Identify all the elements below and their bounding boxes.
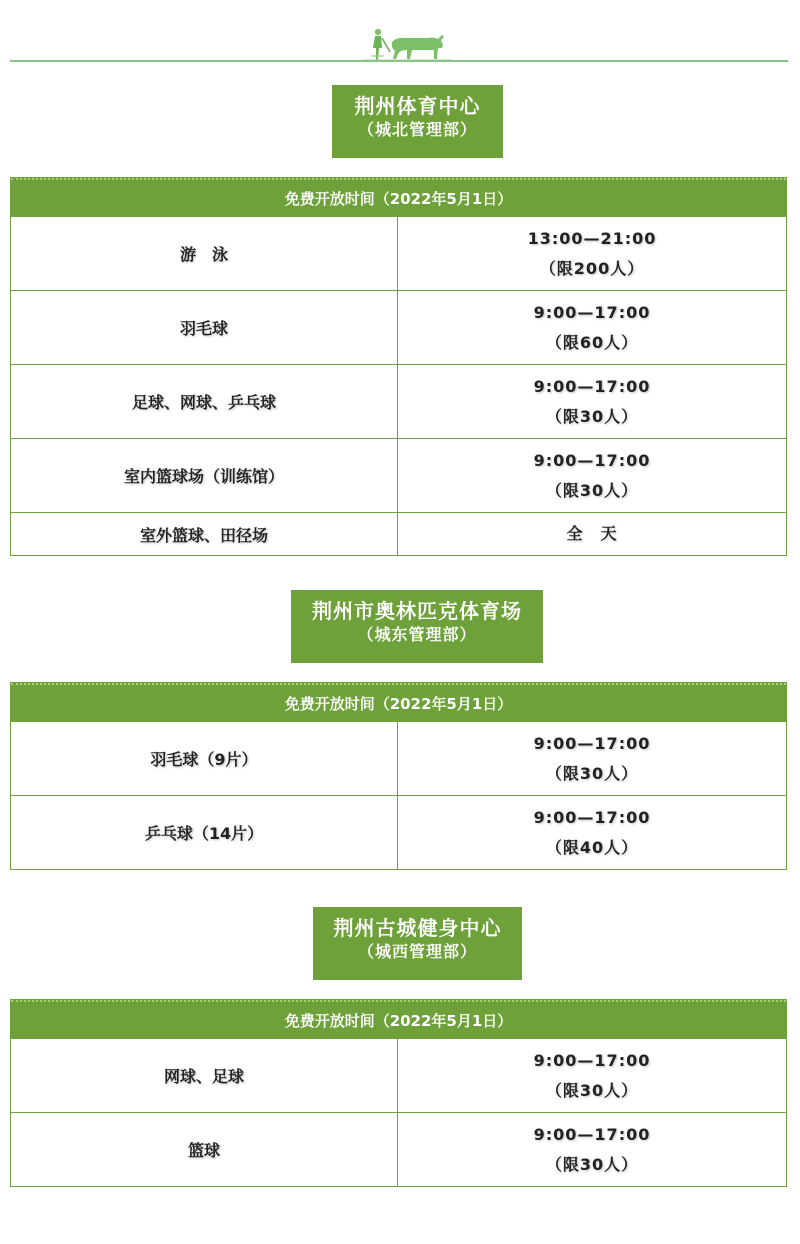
limit-text: （限30人） bbox=[545, 480, 639, 500]
time-text: 9:00—17:00 bbox=[533, 807, 651, 827]
table-row bbox=[11, 290, 786, 364]
schedule-table-2 bbox=[10, 682, 787, 870]
time-text: 9:00—17:00 bbox=[533, 302, 651, 322]
venue-name: 荆州市奥林匹克体育场 bbox=[312, 599, 522, 623]
item-label: 乒乓球（14片） bbox=[144, 824, 264, 843]
limit-text: （限30人） bbox=[545, 1154, 639, 1174]
item-cell bbox=[11, 291, 398, 364]
schedule-table-3 bbox=[10, 999, 787, 1187]
table-header: 免费开放时间（2022年5月1日） bbox=[11, 178, 786, 216]
venue-title-2 bbox=[291, 590, 543, 663]
time-cell bbox=[398, 1113, 786, 1186]
time-text: 9:00—17:00 bbox=[533, 1124, 651, 1144]
limit-text: （限200人） bbox=[539, 258, 645, 278]
item-cell bbox=[11, 722, 398, 795]
venue-dept: （城西管理部） bbox=[357, 942, 477, 961]
item-cell bbox=[11, 365, 398, 438]
item-label: 网球、足球 bbox=[163, 1067, 244, 1086]
time-text: 9:00—17:00 bbox=[533, 450, 651, 470]
item-cell bbox=[11, 796, 398, 869]
item-cell bbox=[11, 513, 398, 555]
time-cell bbox=[398, 513, 786, 555]
item-label: 游 泳 bbox=[179, 245, 228, 264]
item-cell bbox=[11, 217, 398, 290]
time-cell bbox=[398, 439, 786, 512]
table-row bbox=[11, 364, 786, 438]
venue-name: 荆州体育中心 bbox=[354, 94, 481, 118]
item-label: 室内篮球场（训练馆） bbox=[123, 467, 284, 486]
time-cell bbox=[398, 1039, 786, 1112]
farmer-with-ox-icon bbox=[362, 26, 452, 62]
limit-text: （限30人） bbox=[545, 406, 639, 426]
time-cell bbox=[398, 365, 786, 438]
time-text: 全 天 bbox=[566, 524, 618, 543]
time-text: 9:00—17:00 bbox=[533, 376, 651, 396]
item-cell bbox=[11, 1113, 398, 1186]
item-label: 羽毛球 bbox=[179, 319, 228, 338]
item-label: 足球、网球、乒乓球 bbox=[131, 393, 276, 412]
time-text: 9:00—17:00 bbox=[533, 733, 651, 753]
time-cell bbox=[398, 217, 786, 290]
limit-text: （限30人） bbox=[545, 763, 639, 783]
time-cell bbox=[398, 291, 786, 364]
table-header: 免费开放时间（2022年5月1日） bbox=[11, 1000, 786, 1038]
venue-dept: （城北管理部） bbox=[357, 120, 477, 139]
item-cell bbox=[11, 439, 398, 512]
table-row bbox=[11, 512, 786, 555]
time-text: 13:00—21:00 bbox=[527, 228, 657, 248]
table-row bbox=[11, 1112, 786, 1186]
table-row bbox=[11, 216, 786, 290]
venue-name: 荆州古城健身中心 bbox=[333, 916, 502, 940]
table-row bbox=[11, 795, 786, 869]
table-row bbox=[11, 438, 786, 512]
banner-divider bbox=[10, 60, 788, 62]
time-cell bbox=[398, 722, 786, 795]
table-row bbox=[11, 1038, 786, 1112]
time-text: 9:00—17:00 bbox=[533, 1050, 651, 1070]
venue-title-1 bbox=[332, 85, 503, 158]
time-cell bbox=[398, 796, 786, 869]
item-cell bbox=[11, 1039, 398, 1112]
item-label: 羽毛球（9片） bbox=[150, 750, 258, 769]
top-banner bbox=[10, 24, 788, 64]
limit-text: （限40人） bbox=[545, 837, 639, 857]
schedule-table-1 bbox=[10, 177, 787, 556]
table-header: 免费开放时间（2022年5月1日） bbox=[11, 683, 786, 721]
limit-text: （限60人） bbox=[545, 332, 639, 352]
item-label: 室外篮球、田径场 bbox=[139, 525, 268, 545]
venue-title-3 bbox=[313, 907, 522, 980]
limit-text: （限30人） bbox=[545, 1080, 639, 1100]
table-row bbox=[11, 721, 786, 795]
venue-dept: （城东管理部） bbox=[357, 625, 477, 644]
item-label: 篮球 bbox=[187, 1141, 220, 1160]
